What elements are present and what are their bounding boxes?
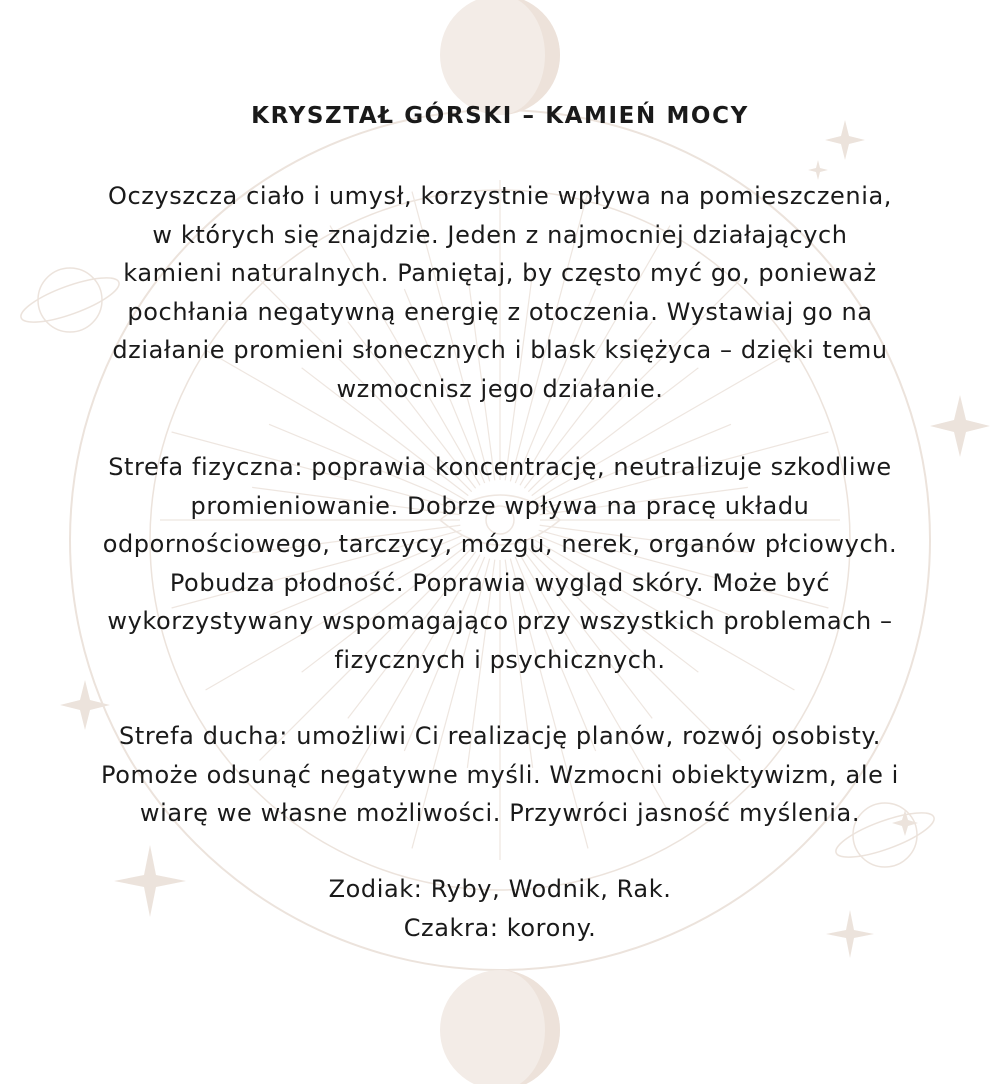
text-line: wzmocnisz jego działanie.: [336, 374, 664, 403]
zodiac-chakra-block: [20, 870, 980, 947]
text-line: fizycznych i psychicznych.: [334, 645, 666, 674]
text-line: wiarę we własne możliwości. Przywróci jasność myślenia.: [139, 799, 861, 828]
intro-paragraph: [20, 177, 980, 409]
text-line: odpornościowego, tarczycy, mózgu, nerek, organów płciowych.: [102, 530, 898, 559]
physical-sphere-paragraph: [20, 448, 980, 680]
page-title: KRYSZTAŁ GÓRSKI – KAMIEŃ MOCY: [251, 103, 749, 129]
text-line: wykorzystywany wspomagająco przy wszystkich problemach –: [107, 607, 893, 636]
spirit-sphere-paragraph: [20, 717, 980, 833]
text-line: Pobudza płodność. Poprawia wygląd skóry. Może być: [169, 568, 831, 597]
text-line: Pomoże odsunąć negatywne myśli. Wzmocni obiektywizm, ale i: [101, 760, 899, 789]
text-line: kamieni naturalnych. Pamiętaj, by często myć go, ponieważ: [123, 259, 877, 288]
text-line: w których się znajdzie. Jeden z najmocniej działających: [152, 220, 848, 249]
chakra-line: Czakra: korony.: [403, 913, 597, 942]
text-line: promieniowanie. Dobrze wpływa na pracę układu: [190, 491, 810, 520]
text-line: Strefa ducha: umożliwi Ci realizację planów, rozwój osobisty.: [118, 722, 882, 750]
text-line: działanie promieni słonecznych i blask księżyca – dzięki temu: [112, 336, 888, 365]
text-line: Oczyszcza ciało i umysł, korzystnie wpływa na pomieszczenia,: [107, 182, 893, 210]
zodiac-line: Zodiak: Ryby, Wodnik, Rak.: [328, 875, 672, 903]
text-line: Strefa fizyczna: poprawia koncentrację, neutralizuje szkodliwe: [108, 453, 892, 481]
text-line: pochłania negatywną energię z otoczenia. Wystawiaj go na: [127, 297, 873, 326]
